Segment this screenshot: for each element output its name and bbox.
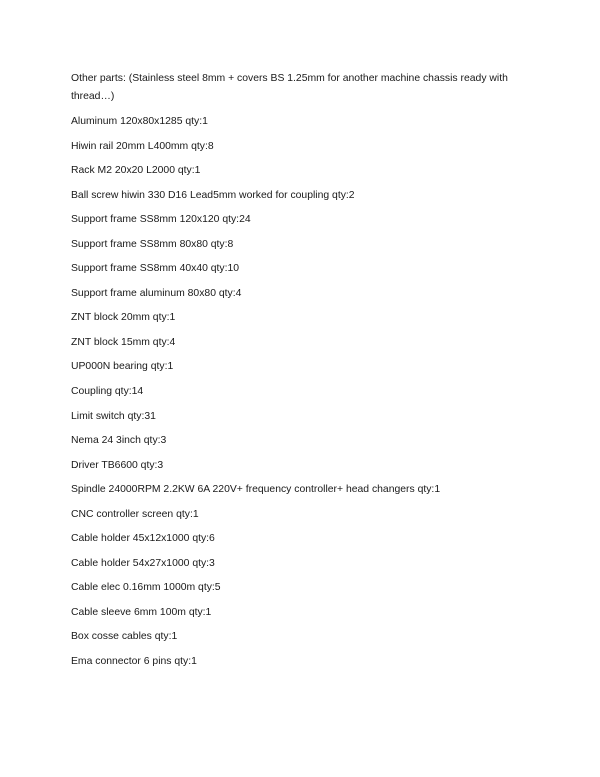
parts-list-item: Hiwin rail 20mm L400mm qty:8	[71, 140, 214, 152]
parts-list-item: Support frame aluminum 80x80 qty:4	[71, 287, 242, 299]
intro-paragraph: Other parts: (Stainless steel 8mm + covers BS 1.25mm for another machine chassis ready with thread…)	[71, 73, 508, 102]
parts-list-item: Spindle 24000RPM 2.2KW 6A 220V+ frequency controller+ head changers qty:1	[71, 484, 441, 496]
parts-list-item: Aluminum 120x80x1285 qty:1	[71, 116, 208, 127]
parts-list-item: Ema connector 6 pins qty:1	[71, 656, 197, 668]
parts-list-item: Rack M2 20x20 L2000 qty:1	[71, 165, 201, 177]
document-content	[71, 70, 541, 678]
parts-list-item: CNC controller screen qty:1	[71, 508, 199, 520]
parts-list	[71, 113, 541, 678]
parts-list-item: Cable elec 0.16mm 1000m qty:5	[71, 582, 221, 594]
parts-list-item: ZNT block 15mm qty:4	[71, 336, 176, 348]
parts-list-item: Cable holder 54x27x1000 qty:3	[71, 557, 215, 569]
parts-list-item: Support frame SS8mm 80x80 qty:8	[71, 238, 234, 250]
parts-list-item: Box cosse cables qty:1	[71, 631, 178, 643]
parts-list-item: Nema 24 3inch qty:3	[71, 435, 167, 447]
parts-list-item: Limit switch qty:31	[71, 410, 156, 422]
parts-list-item: Support frame SS8mm 120x120 qty:24	[71, 214, 251, 226]
parts-list-item: Coupling qty:14	[71, 386, 144, 398]
parts-list-item: Support frame SS8mm 40x40 qty:10	[71, 263, 240, 275]
parts-list-item: ZNT block 20mm qty:1	[71, 312, 176, 324]
parts-list-item: Driver TB6600 qty:3	[71, 459, 164, 471]
parts-list-item: UP000N bearing qty:1	[71, 361, 174, 373]
parts-list-item: Ball screw hiwin 330 D16 Lead5mm worked for coupling qty:2	[71, 189, 355, 201]
parts-list-item: Cable sleeve 6mm 100m qty:1	[71, 606, 212, 618]
parts-list-item: Cable holder 45x12x1000 qty:6	[71, 533, 215, 545]
